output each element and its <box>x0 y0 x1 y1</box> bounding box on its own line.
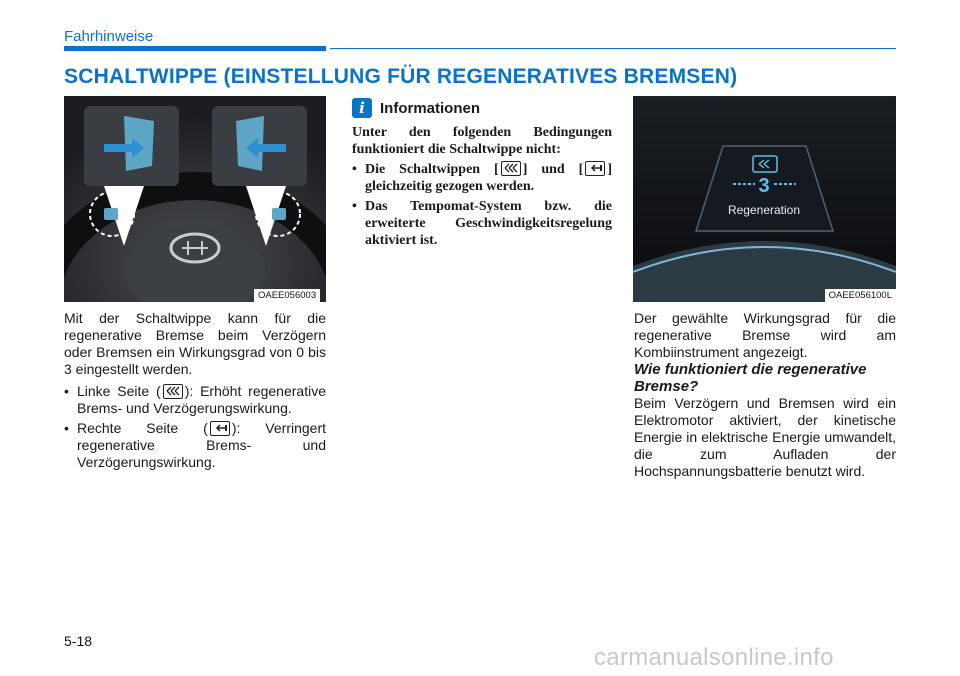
figure-caption: OAEE056100L <box>825 289 896 302</box>
explanation-paragraph: Beim Verzögern und Bremsen wird ein Elektromotor aktiviert, der kinetische Energie in elektrische Energie umwandelt, die zum Aufladen der Hochspannungsbatterie benutzt wird. <box>634 395 896 479</box>
page-title: SCHALTWIPPE (EINSTELLUNG FÜR REGENERATIVES BREMSEN) <box>64 65 738 88</box>
list-item <box>64 420 326 471</box>
info-icon: i <box>352 98 372 118</box>
section-label: Fahrhinweise <box>64 28 154 45</box>
sub-heading: Wie funktioniert die regenerative Bremse? <box>634 361 867 395</box>
info-bullet-list <box>352 161 612 249</box>
info-intro: Unter den folgenden Bedingungen funktioniert die Schaltwippe nicht: <box>352 125 612 157</box>
bullet-text-post: ] gleichzeitig gezogen werden. <box>365 162 612 194</box>
info-header <box>352 98 612 118</box>
info-box <box>352 98 612 252</box>
list-item <box>352 161 612 195</box>
bullet-text-pre: Rechte Seite ( <box>77 420 208 436</box>
list-item <box>64 383 326 417</box>
header-rule-thin <box>330 48 896 49</box>
bullet-text-pre: Die Schaltwippen [ <box>365 162 499 177</box>
cluster-paragraph: Der gewählte Wirkungsgrad für die regenerative Bremse wird am Kombiinstrument angezeigt. <box>634 310 896 360</box>
bullet-text-post: ): Erhöht regenerative Brems- und Verzögerungswirkung. <box>77 383 326 416</box>
regen-label: Regeneration <box>727 203 801 217</box>
regen-level-value: 3 <box>758 175 770 197</box>
left-column <box>64 310 326 474</box>
watermark: carmanualsonline.info <box>594 644 834 671</box>
info-body <box>352 124 612 249</box>
page-number: 5-18 <box>64 633 93 649</box>
info-title: Informationen <box>380 99 480 117</box>
intro-paragraph: Mit der Schaltwippe kann für die regenerative Bremse beim Verzögern oder Bremsen ein Wirkungsgrad von 0 bis 3 eingestellt werden. <box>64 310 326 377</box>
steering-wheel-photo <box>64 96 326 302</box>
decrease-regen-icon <box>585 161 605 176</box>
cluster-display-illustration <box>633 96 896 302</box>
header-rule-thick <box>64 46 326 51</box>
decrease-regen-icon <box>210 421 230 436</box>
bullet-text-post: ): Verringert regenerative Brems- und Verzögerungswirkung. <box>77 420 326 470</box>
increase-regen-icon <box>163 384 183 399</box>
increase-regen-icon <box>501 161 521 176</box>
list-item: • Das Tempomat-System bzw. die erweiterte Geschwindigkeitsregelung aktiviert ist. <box>352 198 612 249</box>
figure-caption: OAEE056003 <box>254 289 320 302</box>
paddle-bullet-list <box>64 383 326 471</box>
cluster-display-photo <box>633 96 896 302</box>
steering-wheel-illustration <box>64 96 326 302</box>
right-column <box>634 310 896 480</box>
bullet-text-mid: ] und [ <box>522 162 584 177</box>
bullet-text-pre: Linke Seite ( <box>77 383 161 399</box>
